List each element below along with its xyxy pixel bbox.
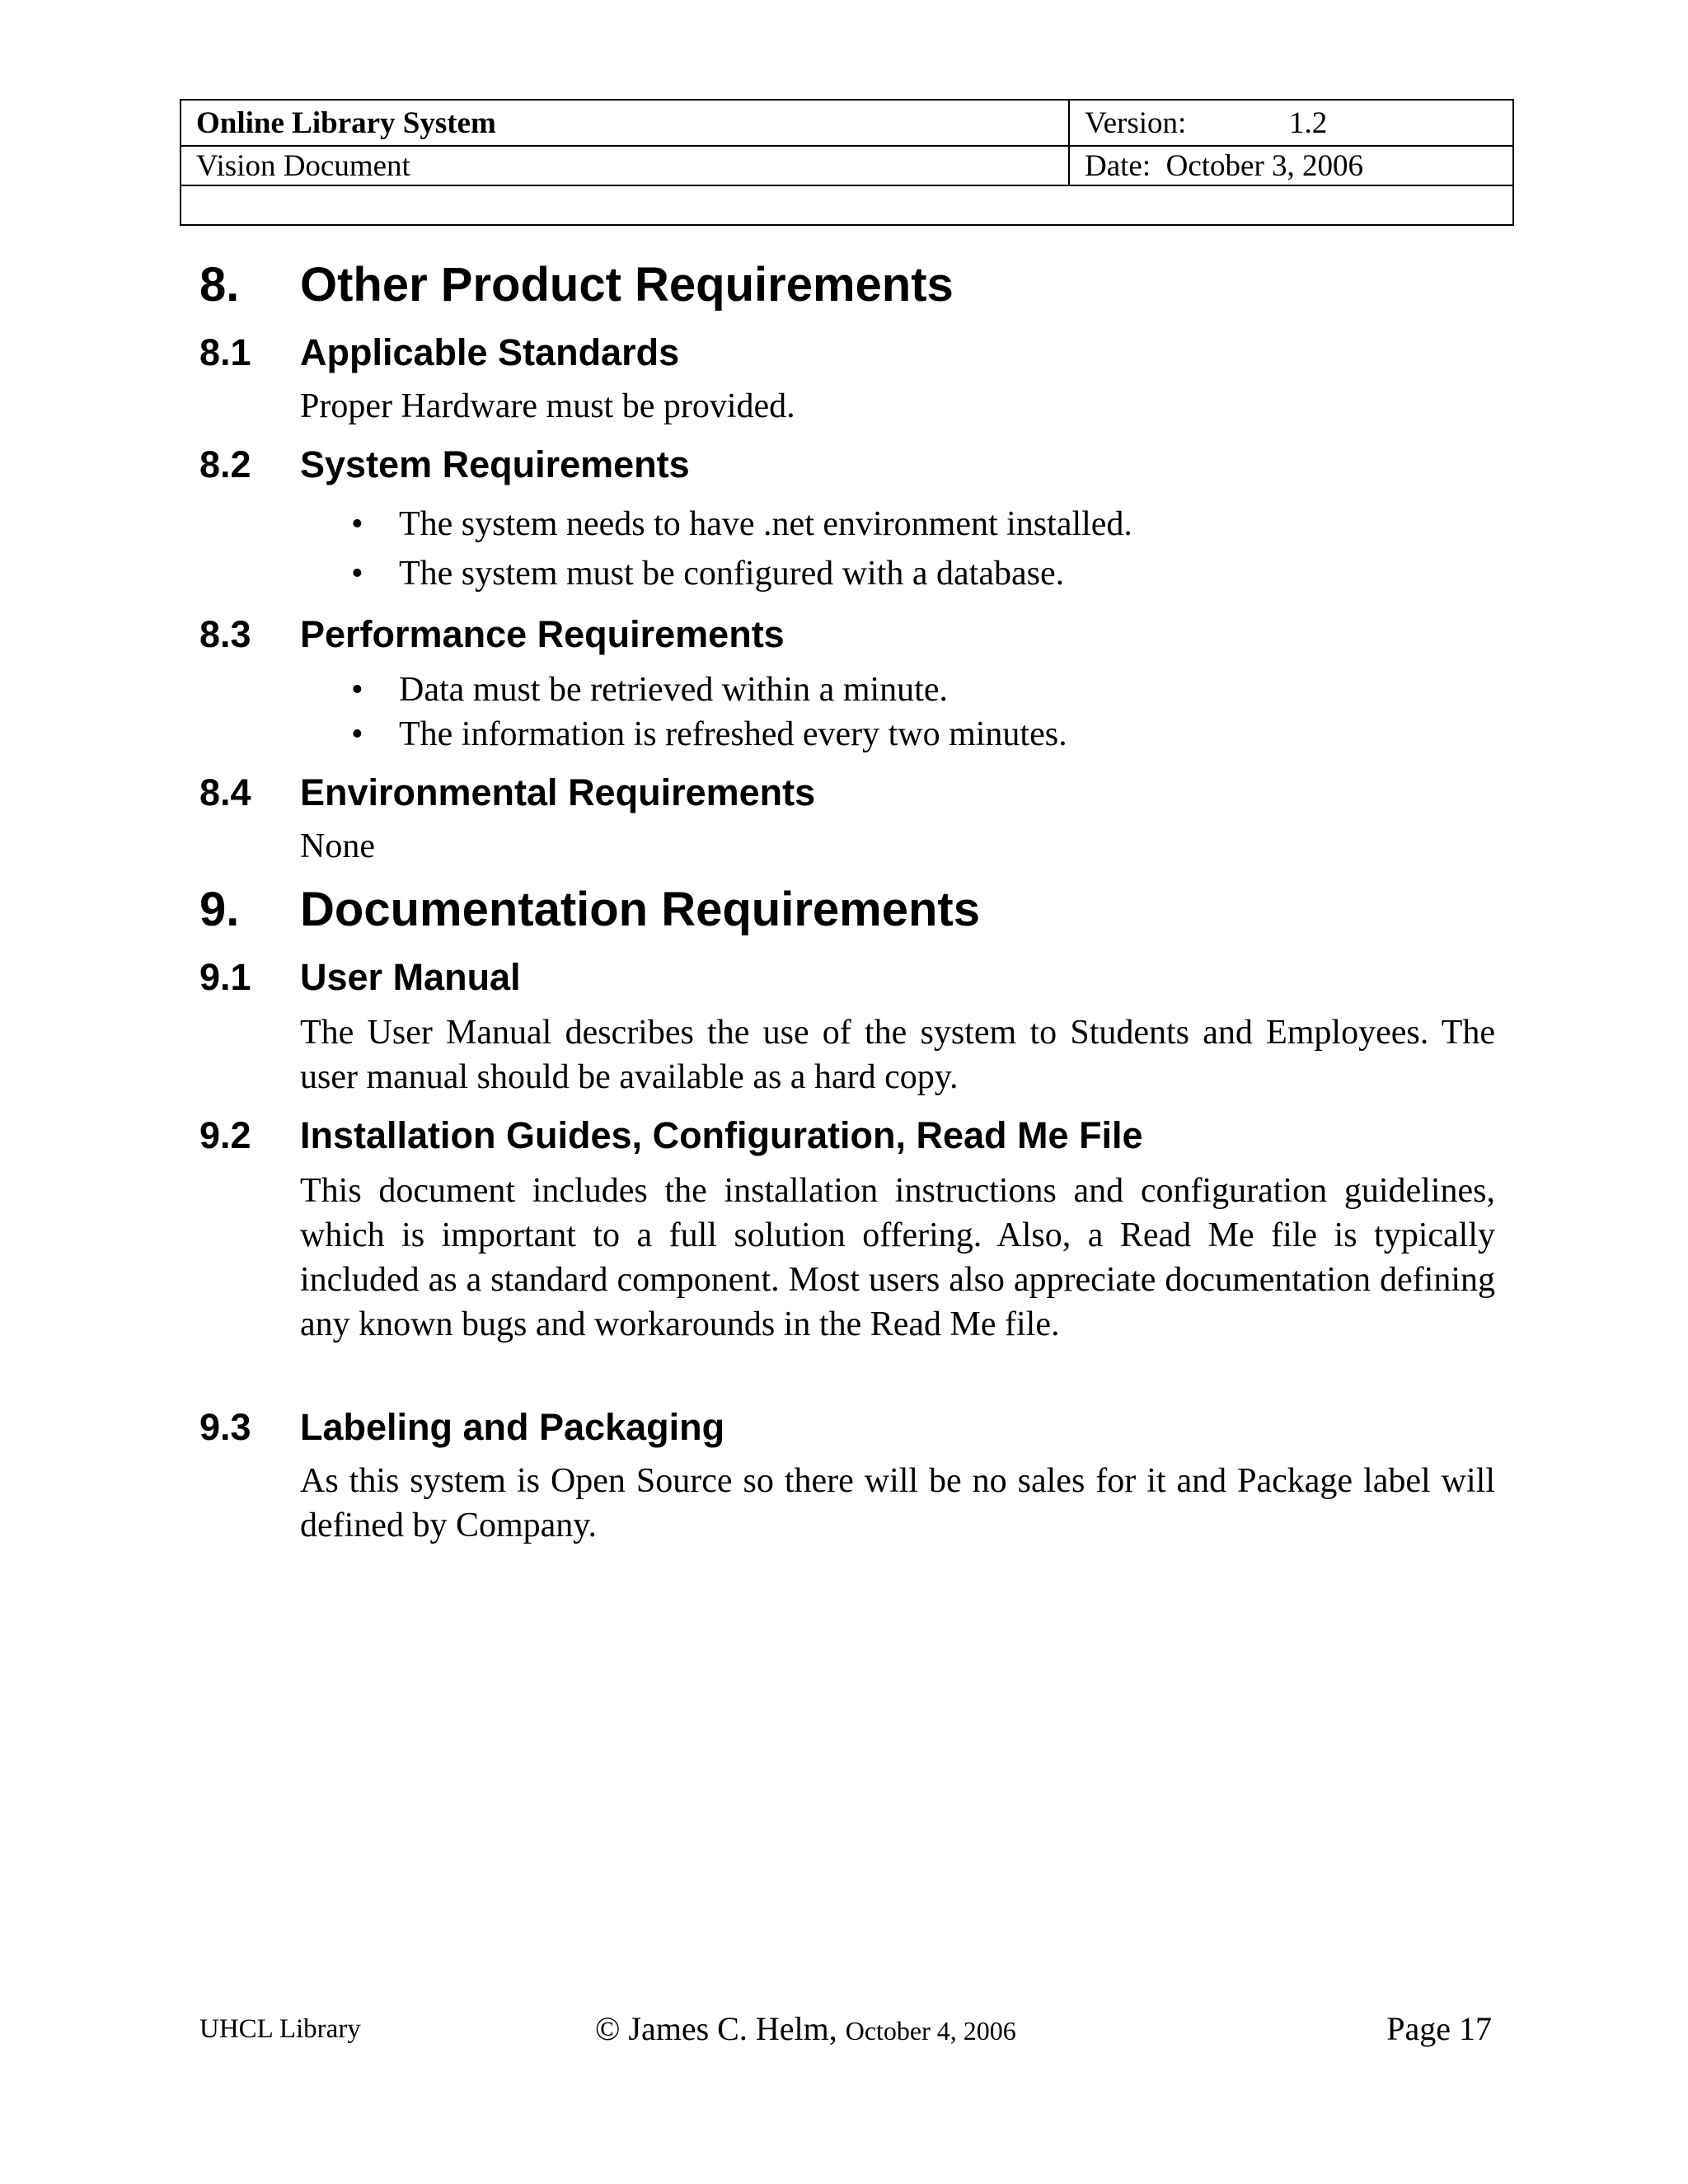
section-8-4-text: None (300, 827, 375, 865)
section-8-3-heading: 8.3 Performance Requirements (199, 613, 785, 655)
section-8-1-heading: 8.1 Applicable Standards (199, 331, 680, 373)
section-8-2-list (300, 499, 1495, 598)
list-item: • Data must be retrieved within a minute. (351, 671, 948, 709)
section-8-1-text: Proper Hardware must be provided. (300, 387, 795, 425)
header-system-name: Online Library System (181, 100, 1069, 146)
section-9-3-heading: 9.3 Labeling and Packaging (199, 1406, 725, 1448)
section-8-3-list (300, 668, 1495, 757)
section-8-2-heading: 8.2 System Requirements (199, 443, 690, 485)
section-9-1-heading: 9.1 User Manual (199, 956, 521, 998)
list-item: • The system needs to have .net environment installed. (351, 505, 1132, 543)
section-9-2-text: This document includes the installation instructions and configuration guidelines, which is important to a full solution offering. Also, a Read Me file is typically included as a standard component. Most users also appreciate documentation defining any known bugs and workarounds in the Read Me file. (300, 1172, 1495, 1343)
list-item: • The information is refreshed every two minutes. (351, 715, 1067, 753)
header-date: Date: October 3, 2006 (1069, 146, 1513, 185)
section-9-1-text: The User Manual describes the use of the system to Students and Employees. The user manual should be available as a hard copy. (300, 1014, 1495, 1096)
section-9-heading: 9. Documentation Requirements (199, 883, 980, 936)
header-document-name: Vision Document (181, 146, 1069, 185)
document-header-table (180, 99, 1514, 226)
section-9-2-heading: 9.2 Installation Guides, Configuration, Read Me File (199, 1114, 1143, 1156)
footer-page-number: Page 17 (1386, 2010, 1492, 2047)
section-8-4-heading: 8.4 Environmental Requirements (199, 771, 816, 813)
header-version: Version: 1.2 (1069, 100, 1513, 146)
header-empty-row (181, 185, 1513, 225)
footer-copyright: © James C. Helm, October 4, 2006 (595, 2010, 1016, 2047)
section-8-heading: 8. Other Product Requirements (199, 258, 954, 312)
section-9-3-text: As this system is Open Source so there will be no sales for it and Package label will defined by Company. (300, 1462, 1495, 1544)
footer-organization: UHCL Library (199, 2014, 361, 2044)
list-item: • The system must be configured with a database. (351, 555, 1065, 593)
